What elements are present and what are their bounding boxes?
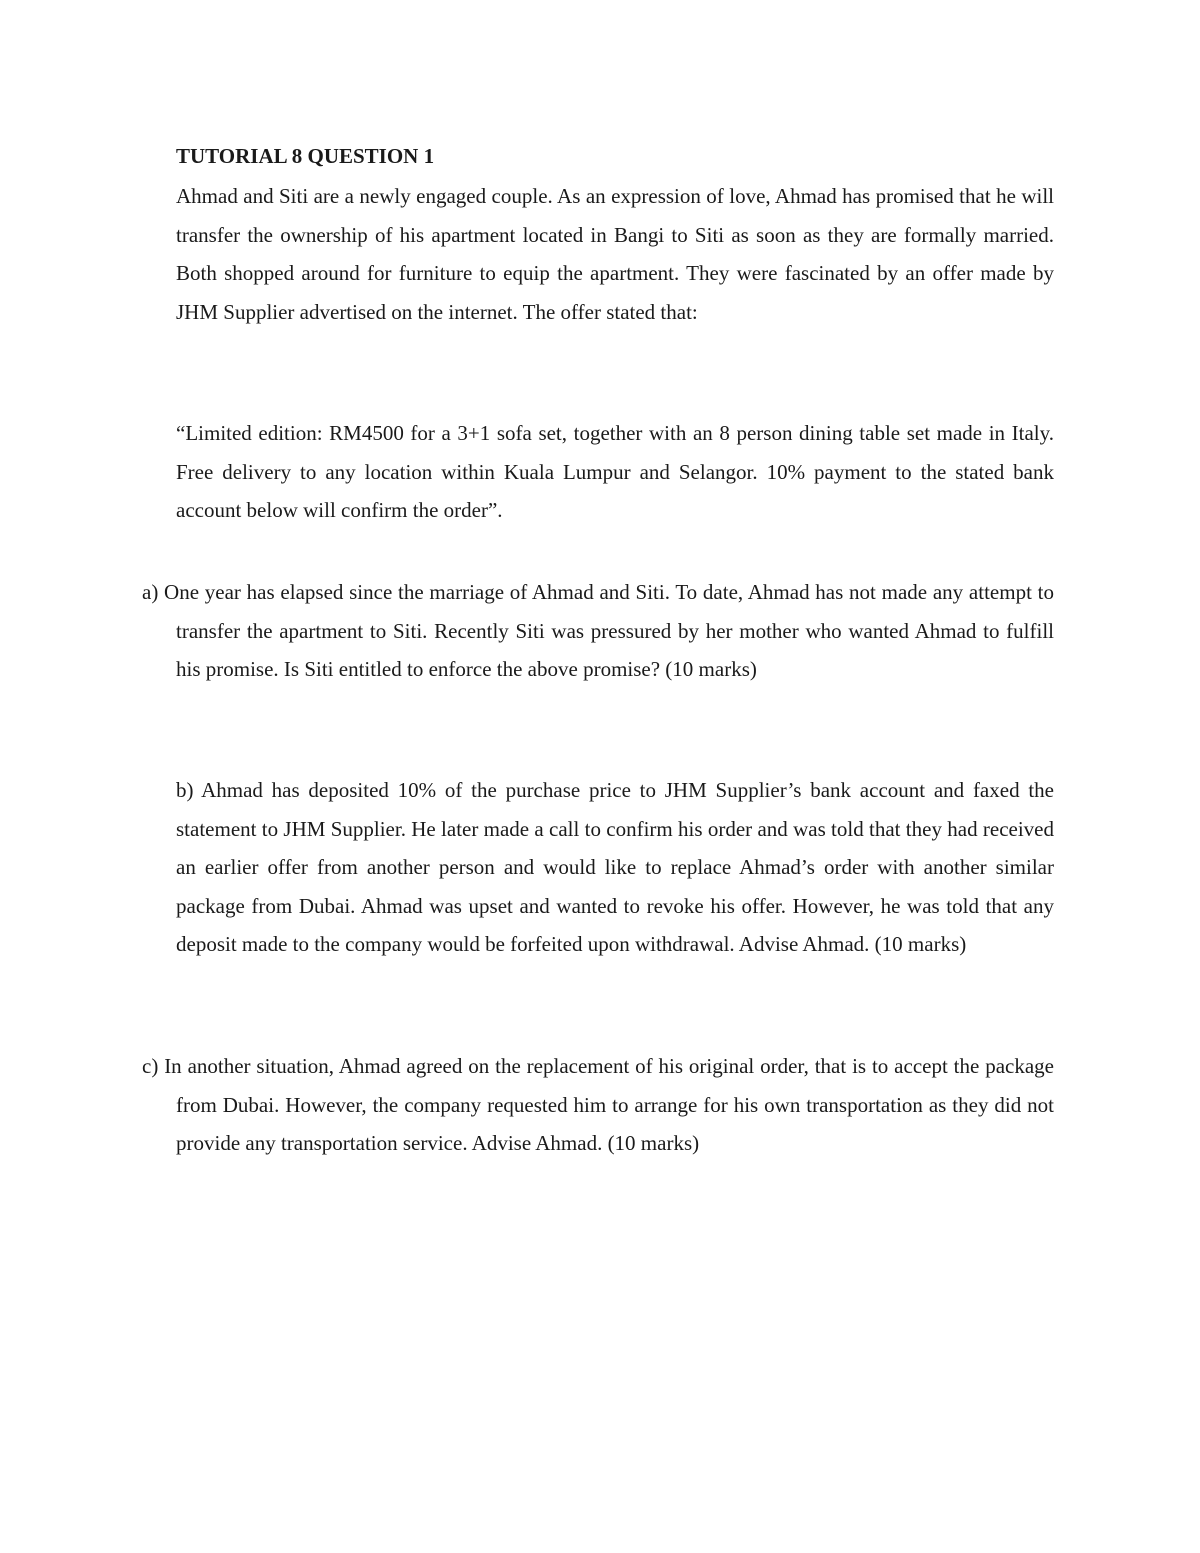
intro-paragraph: Ahmad and Siti are a newly engaged couple. As an expression of love, Ahmad has promised that he will transfer the ownership of his apartment located in Bangi to Siti as soon as they are formally married. Both shopped around for furniture to equip the apartment. They were fascinated by an offer made by JHM Supplier advertised on the internet. The offer stated that: bbox=[176, 184, 1054, 324]
offer-quote: “Limited edition: RM4500 for a 3+1 sofa set, together with an 8 person dining table set made in Italy. Free delivery to any location within Kuala Lumpur and Selangor. 10% payment to the stated bank account below will confirm the order”. bbox=[176, 421, 1054, 523]
question-a: a) One year has elapsed since the marriage of Ahmad and Siti. To date, Ahmad has not made any attempt to transfer the apartment to Siti. Recently Siti was pressured by her mother who wanted Ahmad to fulfill his promise. Is Siti entitled to enforce the above promise? (10 marks) bbox=[142, 580, 1054, 682]
question-b: b) Ahmad has deposited 10% of the purchase price to JHM Supplier’s bank account and faxed the statement to JHM Supplier. He later made a call to confirm his order and was told that they had received an earlier offer from another person and would like to replace Ahmad’s order with another similar package from Dubai. Ahmad was upset and wanted to revoke his offer. However, he was told that any deposit made to the company would be forfeited upon withdrawal. Advise Ahmad. (10 marks) bbox=[176, 778, 1054, 957]
document-title: TUTORIAL 8 QUESTION 1 bbox=[176, 144, 435, 168]
question-c: c) In another situation, Ahmad agreed on the replacement of his original order, that is to accept the package from Dubai. However, the company requested him to arrange for his own transportation as they did not provide any transportation service. Advise Ahmad. (10 marks) bbox=[142, 1054, 1054, 1156]
